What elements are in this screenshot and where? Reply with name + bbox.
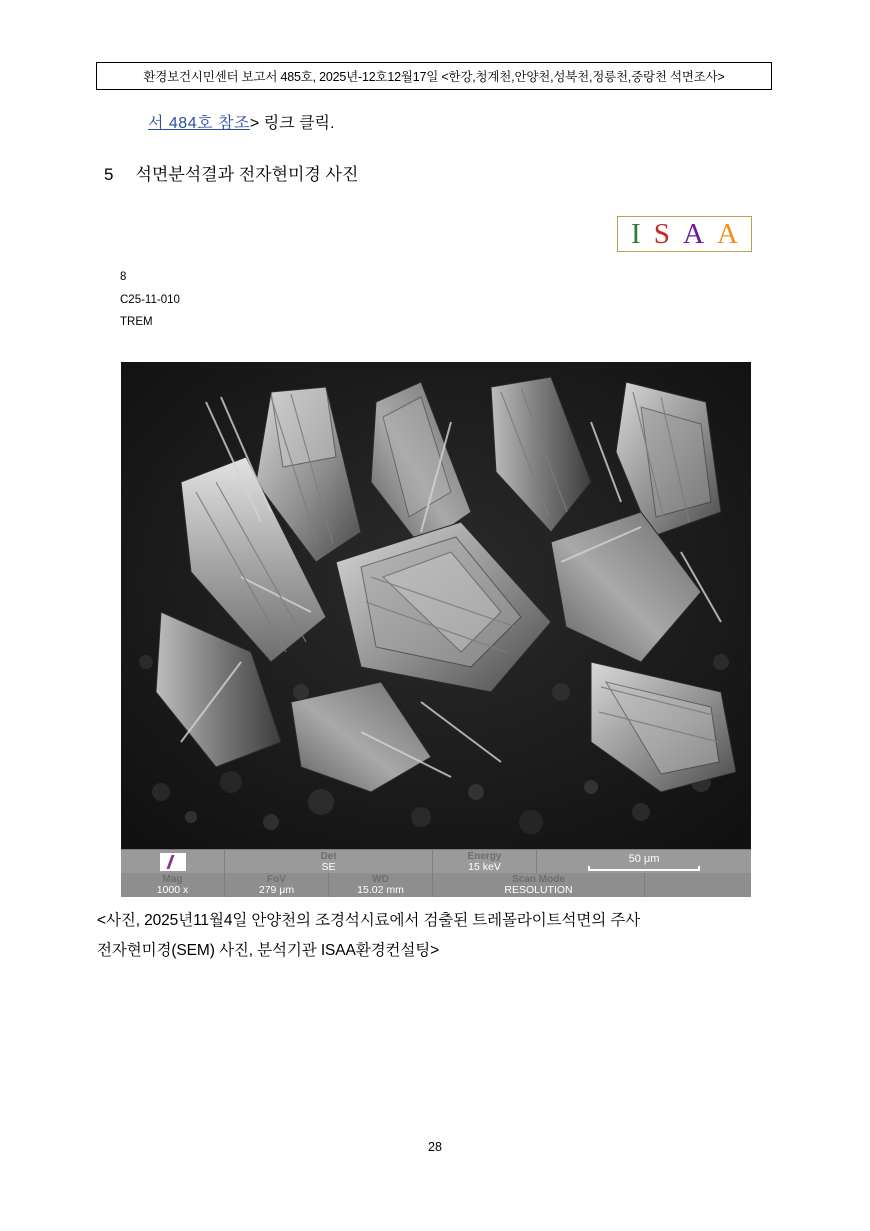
sem-detector-value: SE (321, 860, 336, 873)
sem-scalebar-line (588, 866, 700, 871)
sem-vendor-logo (121, 849, 225, 873)
sem-scanmode-label: Scan Mode (512, 874, 565, 885)
section-number: 5 (104, 165, 114, 184)
sem-wd-value: 15.02 mm (357, 884, 404, 896)
sem-energy-cell (433, 849, 537, 873)
sem-mag-cell (121, 873, 225, 897)
sem-detector-cell (225, 849, 433, 873)
figure-caption-line2: 전자현미경(SEM) 사진, 분석기관 ISAA환경컨설팅> (97, 942, 440, 959)
sem-energy-label: Energy (467, 850, 502, 862)
sample-number: 8 (120, 271, 127, 283)
sem-scanmode-value: RESOLUTION (504, 884, 573, 896)
isaa-logo-letter-s: S (653, 217, 670, 250)
isaa-logo-letter-a2: A (716, 217, 738, 250)
sample-code: C25-11-010 (120, 293, 180, 306)
figure-caption (97, 906, 773, 966)
sem-info-bar (121, 849, 751, 897)
sem-scanmode-cell (433, 873, 645, 897)
page-number: 28 (428, 1140, 442, 1154)
isaa-logo-letter-a1: A (682, 217, 704, 250)
sem-fov-label: FoV (267, 874, 286, 885)
sem-wd-label: WD (372, 874, 389, 885)
sem-info-row-top (121, 849, 751, 873)
sem-image-container (121, 362, 751, 897)
sem-mag-value: 1000 x (156, 884, 189, 896)
sem-scalebar-value: 50 μm (628, 852, 660, 865)
report-header-box (96, 62, 772, 90)
sem-fov-cell (225, 873, 329, 897)
sem-energy-value: 15 keV (468, 860, 501, 873)
sem-info-row-bottom (121, 873, 751, 897)
reference-link[interactable]: 서 484호 참조 (148, 115, 250, 132)
section-heading (104, 160, 358, 185)
sem-scalebar-cell (537, 849, 751, 873)
reference-link-line (148, 110, 334, 133)
report-header-text: 환경보건시민센터 보고서 485호, 2025년-12호12월17일 <한강,청계천,안양천,성북천,정릉천,중랑천 석면조사> (143, 70, 725, 84)
section-title: 석면분석결과 전자현미경 사진 (135, 165, 359, 184)
sem-fov-value: 279 μm (258, 884, 295, 896)
isaa-logo-letter-i: I (631, 217, 641, 250)
sem-mag-label: Mag (162, 874, 183, 885)
reference-link-suffix: > 링크 클릭. (249, 115, 335, 132)
isaa-logo (617, 216, 752, 252)
sem-wd-cell (329, 873, 433, 897)
sem-scalebar (588, 853, 700, 871)
sem-blank-cell (645, 873, 751, 897)
sample-info (120, 266, 180, 334)
figure-caption-line1: <사진, 2025년11월4일 안양천의 조경석시료에서 검출된 트레몰라이트석면의 주사 (97, 912, 641, 929)
sample-type: TREM (120, 316, 153, 328)
sem-micrograph (121, 362, 751, 849)
sem-detector-label: Det (320, 850, 337, 862)
vendor-logo-icon (160, 853, 186, 871)
